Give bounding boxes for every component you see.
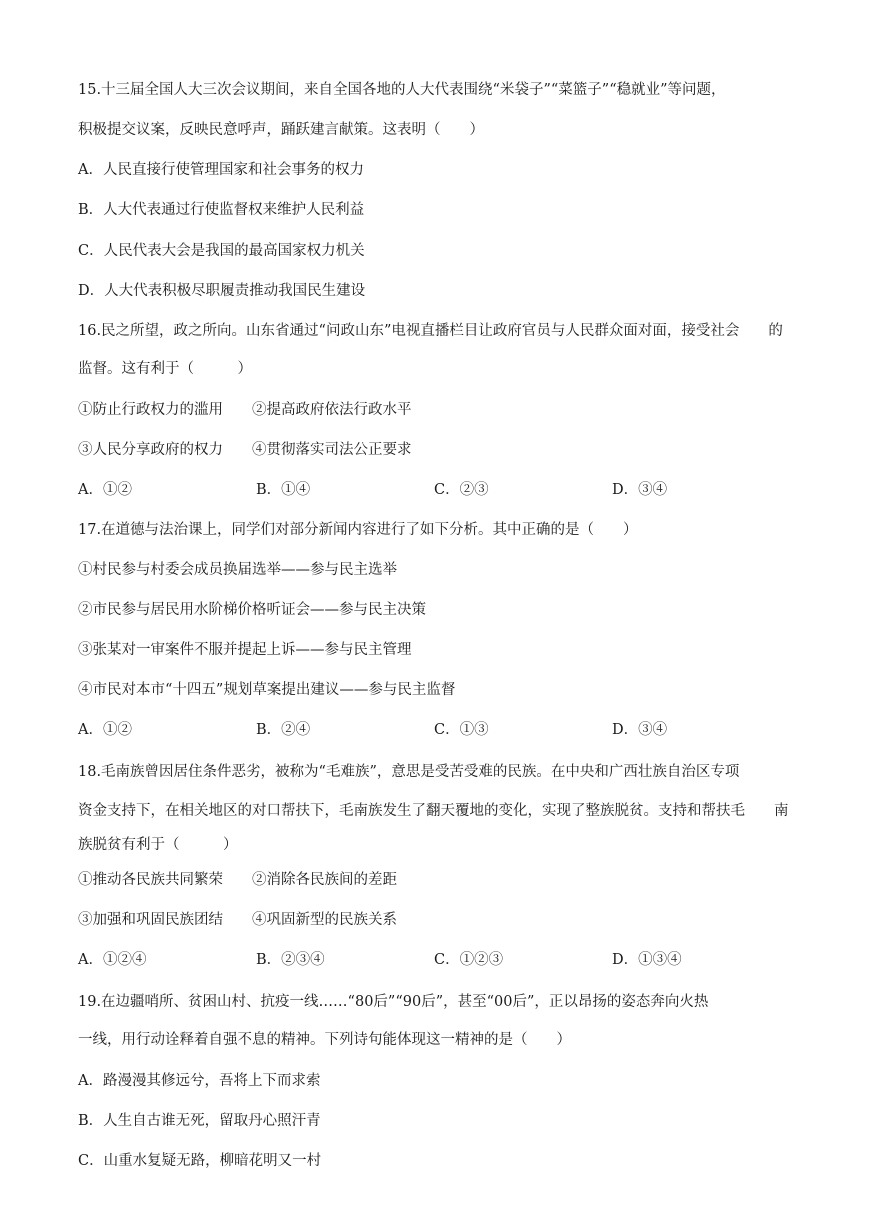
- q15-option-c: C．人民代表大会是我国的最高国家权力机关: [78, 243, 365, 259]
- q18-option-c: C．①②③: [434, 952, 504, 968]
- q18-option-d: D．①③④: [612, 952, 682, 968]
- q15-option-a: A．人民直接行使管理国家和社会事务的权力: [78, 162, 364, 178]
- q16-option-d: D．③④: [612, 482, 668, 498]
- q15-stem-line-1: 15.十三届全国人大三次会议期间，来自全国各地的人大代表围绕“米袋子”“菜篮子”“稳就业”等问题，: [78, 82, 726, 98]
- q16-statement-row-2: ③人民分享政府的权力 ④贯彻落实司法公正要求: [78, 442, 412, 458]
- q16-statement-row-1: ①防止行政权力的滥用 ②提高政府依法行政水平: [78, 402, 412, 418]
- q17-option-a: A．①②: [78, 722, 132, 738]
- q17-statement-3: ③张某对一审案件不服并提起上诉——参与民主管理: [78, 642, 412, 658]
- q17-statement-4: ④市民对本市“十四五”规划草案提出建议——参与民主监督: [78, 682, 456, 698]
- q18-stem-line-1: 18.毛南族曾因居住条件恶劣，被称为“毛难族”，意思是受苦受难的民族。在中央和广西壮族自治区专项: [78, 764, 740, 780]
- q16-option-a: A．①②: [78, 482, 132, 498]
- q19-option-a: A．路漫漫其修远兮，吾将上下而求索: [78, 1073, 321, 1089]
- q18-stem-line-3: 族脱贫有利于（ ）: [78, 837, 238, 853]
- q16-option-b: B．①④: [256, 482, 311, 498]
- q18-statement-row-1: ①推动各民族共同繁荣 ②消除各民族间的差距: [78, 872, 397, 888]
- q17-option-d: D．③④: [612, 722, 668, 738]
- q17-option-b: B．②④: [256, 722, 311, 738]
- q18-option-b: B．②③④: [256, 952, 325, 968]
- q18-statement-row-2: ③加强和巩固民族团结 ④巩固新型的民族关系: [78, 912, 397, 928]
- q19-stem-line-1: 19.在边疆哨所、贫困山村、抗疫一线……“80后”“90后”，甚至“00后”，正以昂扬的姿态奔向火热: [78, 994, 709, 1010]
- q15-option-b: B．人大代表通过行使监督权来维护人民利益: [78, 202, 365, 218]
- q18-stem-line-2: 资金支持下，在相关地区的对口帮扶下，毛南族发生了翻天覆地的变化，实现了整族脱贫。支持和帮扶毛 南: [78, 803, 789, 819]
- q16-option-c: C．②③: [434, 482, 489, 498]
- q19-option-b: B．人生自古谁无死，留取丹心照汗青: [78, 1113, 321, 1129]
- q16-stem-line-2: 监督。这有利于（ ）: [78, 361, 252, 377]
- q17-statement-1: ①村民参与村委会成员换届选举——参与民主选举: [78, 562, 397, 578]
- q19-stem-line-2: 一线，用行动诠释着自强不息的精神。下列诗句能体现这一精神的是（ ）: [78, 1032, 571, 1048]
- q15-option-d: D．人大代表积极尽职履责推动我国民生建设: [78, 283, 366, 299]
- q19-option-c: C．山重水复疑无路，柳暗花明又一村: [78, 1153, 322, 1169]
- q15-stem-line-2: 积极提交议案，反映民意呼声，踊跃建言献策。这表明（ ）: [78, 122, 484, 138]
- q17-option-c: C．①③: [434, 722, 489, 738]
- q17-statement-2: ②市民参与居民用水阶梯价格听证会——参与民主决策: [78, 602, 426, 618]
- q17-stem-line-1: 17.在道德与法治课上，同学们对部分新闻内容进行了如下分析。其中正确的是（ ）: [78, 522, 638, 538]
- q18-option-a: A．①②④: [78, 952, 147, 968]
- q16-stem-line-1: 16.民之所望，政之所向。山东省通过“问政山东”电视直播栏目让政府官员与人民群众面对面，接受社会 的: [78, 323, 783, 339]
